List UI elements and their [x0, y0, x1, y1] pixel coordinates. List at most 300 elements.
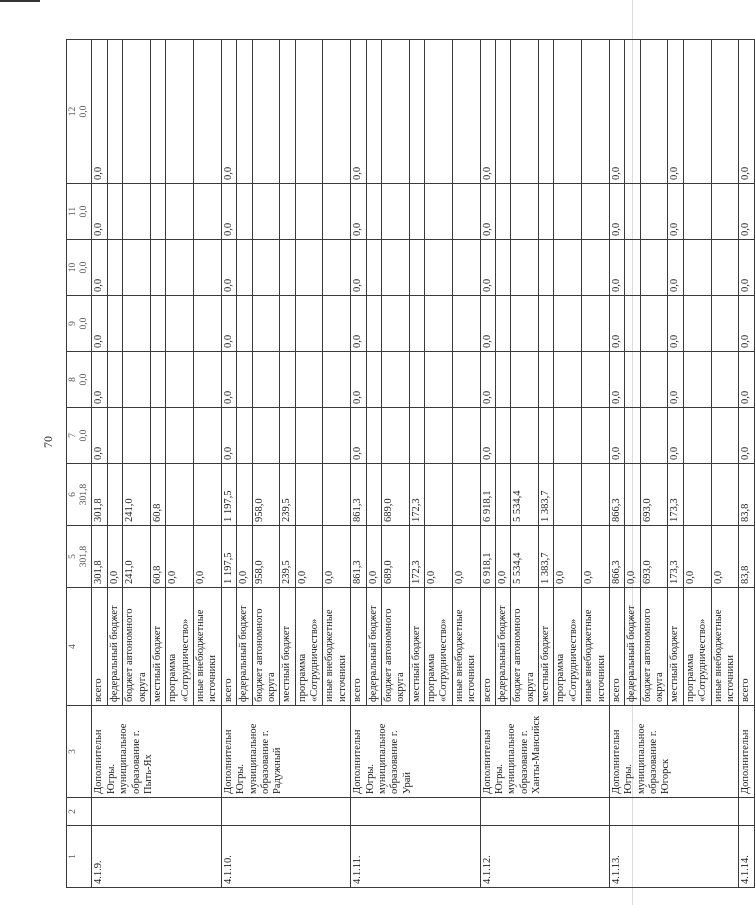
value-cell-c10	[295, 240, 323, 296]
funding-source-cell: всего	[351, 588, 366, 706]
value-cell-c6	[495, 464, 510, 526]
value-cell-c6: 693,0	[640, 464, 668, 526]
value-cell-c6: 173,3	[668, 464, 683, 526]
value-cell-c12: 0,0	[351, 40, 366, 184]
value-cell-c6: 689,0	[381, 464, 409, 526]
value-cell-c12	[295, 40, 323, 184]
value-cell-c10: 0,0	[480, 240, 495, 296]
value-cell-c11	[323, 184, 351, 240]
value-cell-c9	[323, 296, 351, 352]
value-cell-c8	[425, 352, 453, 408]
funding-source-cell: всего	[221, 588, 236, 706]
value-cell-c7: 0,0	[92, 408, 107, 464]
value-cell-c7	[107, 408, 122, 464]
value-cell-c9: 0,0	[351, 296, 366, 352]
value-cell-c10	[452, 240, 480, 296]
value-cell-c6: 60,8	[150, 464, 165, 526]
value-cell-c10	[625, 240, 640, 296]
value-cell-c6	[107, 464, 122, 526]
value-cell-c8	[409, 352, 424, 408]
funding-source-cell: местный бюджет	[150, 588, 165, 706]
value-cell-c5: 83,8	[739, 526, 754, 588]
value-cell-c8: 0,0	[480, 352, 495, 408]
value-cell-c8	[381, 352, 409, 408]
funding-source-cell: местный бюджет	[280, 588, 295, 706]
value-cell-c10	[683, 240, 711, 296]
project-name-cell: Дополнительн Югры. муниципальное образование г. Радужный	[221, 706, 350, 798]
funding-source-cell: всего	[739, 588, 754, 706]
value-cell-c7	[711, 408, 739, 464]
empty-cell	[609, 798, 738, 826]
value-cell-c9	[107, 296, 122, 352]
value-cell-c7	[194, 408, 222, 464]
value-cell-c8	[625, 352, 640, 408]
column-header-2: 2	[67, 798, 92, 826]
value-cell-c7: 0,0	[668, 408, 683, 464]
value-cell-c7	[511, 408, 539, 464]
value-cell-c12: 0,0	[480, 40, 495, 184]
funding-source-cell: федеральный бюджет	[366, 588, 381, 706]
value-cell-c7	[252, 408, 280, 464]
value-cell-c12: 0,0	[668, 40, 683, 184]
value-cell-c6	[625, 464, 640, 526]
funding-source-cell: иные внебюджетные источники	[582, 588, 610, 706]
value-cell-c12	[640, 40, 668, 184]
value-cell-c6	[323, 464, 351, 526]
value-cell-c6	[683, 464, 711, 526]
value-cell-c9	[511, 296, 539, 352]
value-cell-c11	[107, 184, 122, 240]
value-cell-c9	[495, 296, 510, 352]
value-cell-c8	[511, 352, 539, 408]
value-cell-c9: 0,0	[739, 296, 754, 352]
funding-source-cell: иные внебюджетные источники	[711, 588, 739, 706]
value-cell-c12	[280, 40, 295, 184]
table-row	[351, 40, 366, 888]
value-cell-c10	[323, 240, 351, 296]
value-cell-c7	[409, 408, 424, 464]
value-cell-c5: 0,0	[295, 526, 323, 588]
value-cell-c5: 6 918,1	[480, 526, 495, 588]
row-id-cell: 4.1.11.	[351, 826, 480, 888]
value-cell-c11: 0,0	[668, 184, 683, 240]
value-cell-c6	[295, 464, 323, 526]
value-cell-c11	[640, 184, 668, 240]
value-cell-c9	[625, 296, 640, 352]
value-cell-c12: 0,0	[609, 40, 624, 184]
row-id-cell: 4.1.13.	[609, 826, 738, 888]
funding-source-cell: федеральный бюджет	[107, 588, 122, 706]
value-cell-c6	[554, 464, 582, 526]
funding-source-cell: программа «Сотрудничество»	[166, 588, 194, 706]
column-header-8: 8 0,0	[67, 352, 92, 408]
value-cell-c6	[194, 464, 222, 526]
value-cell-c6	[582, 464, 610, 526]
value-cell-c12: 0,0	[221, 40, 236, 184]
value-cell-c9: 0,0	[480, 296, 495, 352]
value-cell-c11	[381, 184, 409, 240]
value-cell-c7	[280, 408, 295, 464]
value-cell-c5: 0,0	[582, 526, 610, 588]
value-cell-c9	[366, 296, 381, 352]
value-cell-c12	[683, 40, 711, 184]
value-cell-c7	[150, 408, 165, 464]
value-cell-c5: 0,0	[237, 526, 252, 588]
value-cell-c8: 0,0	[221, 352, 236, 408]
value-cell-c6: 6 918,1	[480, 464, 495, 526]
value-cell-c11	[366, 184, 381, 240]
value-cell-c8	[366, 352, 381, 408]
value-cell-c9	[280, 296, 295, 352]
funding-source-cell: местный бюджет	[668, 588, 683, 706]
value-cell-c12	[194, 40, 222, 184]
value-cell-c9: 0,0	[221, 296, 236, 352]
empty-cell	[221, 798, 350, 826]
column-header-6: 6 301,8	[67, 464, 92, 526]
value-cell-c10: 0,0	[92, 240, 107, 296]
column-header-1: 1	[67, 826, 92, 888]
value-cell-c7	[683, 408, 711, 464]
value-cell-c10	[511, 240, 539, 296]
value-cell-c5: 0,0	[683, 526, 711, 588]
value-cell-c10	[123, 240, 151, 296]
value-cell-c7	[539, 408, 554, 464]
value-cell-c7	[366, 408, 381, 464]
funding-source-cell: бюджет автономного округа	[252, 588, 280, 706]
value-cell-c6	[366, 464, 381, 526]
value-cell-c5: 0,0	[425, 526, 453, 588]
value-cell-c5: 0,0	[366, 526, 381, 588]
value-cell-c6	[711, 464, 739, 526]
value-cell-c7	[166, 408, 194, 464]
value-cell-c6: 5 534,4	[511, 464, 539, 526]
value-cell-c5: 60,8	[150, 526, 165, 588]
value-cell-c9	[409, 296, 424, 352]
value-cell-c11: 0,0	[739, 184, 754, 240]
value-cell-c10	[640, 240, 668, 296]
value-cell-c6: 1 197,5	[221, 464, 236, 526]
value-cell-c11	[711, 184, 739, 240]
funding-source-cell: всего	[92, 588, 107, 706]
value-cell-c8	[150, 352, 165, 408]
value-cell-c12	[554, 40, 582, 184]
value-cell-c10	[539, 240, 554, 296]
value-cell-c8: 0,0	[739, 352, 754, 408]
value-cell-c5: 0,0	[194, 526, 222, 588]
funding-source-cell: бюджет автономного округа	[511, 588, 539, 706]
value-cell-c8	[166, 352, 194, 408]
value-cell-c11	[511, 184, 539, 240]
funding-source-cell: иные внебюджетные источники	[323, 588, 351, 706]
value-cell-c9: 0,0	[668, 296, 683, 352]
value-cell-c5: 0,0	[554, 526, 582, 588]
empty-cell	[739, 798, 754, 826]
funding-source-cell: всего	[480, 588, 495, 706]
project-name-cell: Дополнительн Югры. муниципальное образование г. Урай	[351, 706, 480, 798]
value-cell-c12	[711, 40, 739, 184]
value-cell-c11	[166, 184, 194, 240]
value-cell-c12	[625, 40, 640, 184]
value-cell-c9: 0,0	[92, 296, 107, 352]
funding-source-cell: программа «Сотрудничество»	[683, 588, 711, 706]
value-cell-c9	[425, 296, 453, 352]
empty-cell	[480, 798, 609, 826]
value-cell-c8	[554, 352, 582, 408]
value-cell-c9	[683, 296, 711, 352]
value-cell-c9	[150, 296, 165, 352]
value-cell-c11	[539, 184, 554, 240]
value-cell-c9	[452, 296, 480, 352]
value-cell-c7: 0,0	[609, 408, 624, 464]
value-cell-c9	[295, 296, 323, 352]
value-cell-c6: 866,3	[609, 464, 624, 526]
value-cell-c5: 0,0	[323, 526, 351, 588]
value-cell-c8	[683, 352, 711, 408]
value-cell-c10: 0,0	[739, 240, 754, 296]
column-header-12: 12 0,0	[67, 40, 92, 184]
column-header-7: 7 0,0	[67, 408, 92, 464]
value-cell-c8: 0,0	[609, 352, 624, 408]
value-cell-c8	[123, 352, 151, 408]
value-cell-c5: 0,0	[495, 526, 510, 588]
value-cell-c12	[495, 40, 510, 184]
value-cell-c11	[409, 184, 424, 240]
row-id-cell: 4.1.14.	[739, 826, 754, 888]
value-cell-c6: 301,8	[92, 464, 107, 526]
rotated-table-container	[66, 40, 752, 888]
value-cell-c7	[323, 408, 351, 464]
column-header-4: 4	[67, 588, 92, 706]
value-cell-c9	[237, 296, 252, 352]
funding-source-cell: бюджет автономного округа	[640, 588, 668, 706]
value-cell-c10: 0,0	[351, 240, 366, 296]
value-cell-c7	[381, 408, 409, 464]
value-cell-c9	[194, 296, 222, 352]
value-cell-c12: 0,0	[92, 40, 107, 184]
value-cell-c7: 0,0	[739, 408, 754, 464]
column-header-5: 5 301,8	[67, 526, 92, 588]
funding-source-cell: местный бюджет	[409, 588, 424, 706]
table-row	[480, 40, 495, 888]
value-cell-c11	[123, 184, 151, 240]
value-cell-c10	[366, 240, 381, 296]
column-header-11: 11 0,0	[67, 184, 92, 240]
value-cell-c9	[711, 296, 739, 352]
value-cell-c11	[554, 184, 582, 240]
funding-source-cell: программа «Сотрудничество»	[554, 588, 582, 706]
value-cell-c8	[237, 352, 252, 408]
value-cell-c8	[323, 352, 351, 408]
value-cell-c9	[123, 296, 151, 352]
value-cell-c6: 958,0	[252, 464, 280, 526]
value-cell-c12	[511, 40, 539, 184]
value-cell-c10	[711, 240, 739, 296]
funding-source-cell: федеральный бюджет	[237, 588, 252, 706]
value-cell-c9: 0,0	[609, 296, 624, 352]
value-cell-c12	[237, 40, 252, 184]
table-row	[739, 40, 754, 888]
value-cell-c11	[252, 184, 280, 240]
empty-cell	[92, 798, 221, 826]
table-body	[67, 40, 755, 888]
value-cell-c5: 5 534,4	[511, 526, 539, 588]
value-cell-c10	[252, 240, 280, 296]
value-cell-c12	[166, 40, 194, 184]
value-cell-c7	[123, 408, 151, 464]
page-corner-mark	[0, 0, 40, 2]
value-cell-c11	[280, 184, 295, 240]
value-cell-c5: 958,0	[252, 526, 280, 588]
empty-cell	[351, 798, 480, 826]
value-cell-c11	[683, 184, 711, 240]
value-cell-c8	[280, 352, 295, 408]
value-cell-c11	[194, 184, 222, 240]
value-cell-c7: 0,0	[480, 408, 495, 464]
funding-source-cell: бюджет автономного округа	[381, 588, 409, 706]
value-cell-c5: 301,8	[92, 526, 107, 588]
value-cell-c12	[381, 40, 409, 184]
value-cell-c12	[323, 40, 351, 184]
value-cell-c8	[582, 352, 610, 408]
value-cell-c11: 0,0	[351, 184, 366, 240]
value-cell-c5: 0,0	[452, 526, 480, 588]
value-cell-c11: 0,0	[609, 184, 624, 240]
table-row	[92, 40, 107, 888]
value-cell-c5: 1 383,7	[539, 526, 554, 588]
value-cell-c8	[295, 352, 323, 408]
value-cell-c11	[452, 184, 480, 240]
value-cell-c10: 0,0	[221, 240, 236, 296]
value-cell-c11	[495, 184, 510, 240]
project-name-cell: Дополнительн Югры. муниципальное образование г. Югорск	[609, 706, 738, 798]
value-cell-c12	[409, 40, 424, 184]
value-cell-c5: 239,5	[280, 526, 295, 588]
value-cell-c7	[582, 408, 610, 464]
value-cell-c11: 0,0	[221, 184, 236, 240]
value-cell-c10	[150, 240, 165, 296]
project-name-cell: Дополнительн	[739, 706, 754, 798]
value-cell-c10	[554, 240, 582, 296]
value-cell-c6: 172,3	[409, 464, 424, 526]
value-cell-c12	[366, 40, 381, 184]
funding-source-cell: бюджет автономного округа	[123, 588, 151, 706]
value-cell-c7	[452, 408, 480, 464]
value-cell-c12	[539, 40, 554, 184]
value-cell-c10	[582, 240, 610, 296]
table-row	[221, 40, 236, 888]
project-name-cell: Дополнительн Югры. муниципальное образование г. Ханты-Мансийск	[480, 706, 609, 798]
value-cell-c10	[237, 240, 252, 296]
value-cell-c12	[150, 40, 165, 184]
value-cell-c6	[166, 464, 194, 526]
value-cell-c7	[495, 408, 510, 464]
value-cell-c8	[539, 352, 554, 408]
value-cell-c7: 0,0	[221, 408, 236, 464]
value-cell-c5: 861,3	[351, 526, 366, 588]
funding-source-cell: всего	[609, 588, 624, 706]
value-cell-c10: 0,0	[668, 240, 683, 296]
value-cell-c6	[452, 464, 480, 526]
funding-source-cell: программа «Сотрудничество»	[295, 588, 323, 706]
value-cell-c8	[107, 352, 122, 408]
funding-source-cell: федеральный бюджет	[625, 588, 640, 706]
value-cell-c8: 0,0	[92, 352, 107, 408]
value-cell-c12	[452, 40, 480, 184]
value-cell-c6: 861,3	[351, 464, 366, 526]
value-cell-c10: 0,0	[609, 240, 624, 296]
value-cell-c9	[539, 296, 554, 352]
value-cell-c8	[495, 352, 510, 408]
value-cell-c10	[495, 240, 510, 296]
value-cell-c11	[150, 184, 165, 240]
value-cell-c12: 0,0	[739, 40, 754, 184]
value-cell-c10	[425, 240, 453, 296]
row-id-cell: 4.1.10.	[221, 826, 350, 888]
funding-source-cell: иные внебюджетные источники	[452, 588, 480, 706]
value-cell-c10	[409, 240, 424, 296]
value-cell-c5: 173,3	[668, 526, 683, 588]
value-cell-c7: 0,0	[351, 408, 366, 464]
funding-source-cell: программа «Сотрудничество»	[425, 588, 453, 706]
value-cell-c7	[237, 408, 252, 464]
value-cell-c5: 1 197,5	[221, 526, 236, 588]
value-cell-c5: 0,0	[107, 526, 122, 588]
value-cell-c11	[625, 184, 640, 240]
value-cell-c8: 0,0	[351, 352, 366, 408]
value-cell-c8	[452, 352, 480, 408]
value-cell-c12	[107, 40, 122, 184]
value-cell-c11	[582, 184, 610, 240]
value-cell-c10	[194, 240, 222, 296]
value-cell-c7	[625, 408, 640, 464]
value-cell-c7	[425, 408, 453, 464]
value-cell-c6: 83,8	[739, 464, 754, 526]
value-cell-c11: 0,0	[480, 184, 495, 240]
row-id-cell: 4.1.9.	[92, 826, 221, 888]
page-number: 70	[41, 436, 55, 448]
value-cell-c6: 239,5	[280, 464, 295, 526]
column-header-3: 3	[67, 706, 92, 798]
value-cell-c12	[252, 40, 280, 184]
row-id-cell: 4.1.12.	[480, 826, 609, 888]
funding-source-cell: иные внебюджетные источники	[194, 588, 222, 706]
value-cell-c8	[640, 352, 668, 408]
value-cell-c9	[252, 296, 280, 352]
value-cell-c8	[252, 352, 280, 408]
project-name-cell: Дополнительн Югры. муниципальное образование г. Пыть-Ях	[92, 706, 221, 798]
value-cell-c5: 693,0	[640, 526, 668, 588]
value-cell-c6: 241,0	[123, 464, 151, 526]
value-cell-c5: 0,0	[625, 526, 640, 588]
value-cell-c9	[554, 296, 582, 352]
value-cell-c10	[381, 240, 409, 296]
value-cell-c9	[640, 296, 668, 352]
value-cell-c7	[554, 408, 582, 464]
value-cell-c8	[194, 352, 222, 408]
value-cell-c9	[381, 296, 409, 352]
funding-source-cell: местный бюджет	[539, 588, 554, 706]
value-cell-c12	[123, 40, 151, 184]
value-cell-c11	[295, 184, 323, 240]
column-header-9: 9 0,0	[67, 296, 92, 352]
value-cell-c6: 1 383,7	[539, 464, 554, 526]
value-cell-c7	[640, 408, 668, 464]
value-cell-c12	[582, 40, 610, 184]
value-cell-c6	[425, 464, 453, 526]
value-cell-c11: 0,0	[92, 184, 107, 240]
column-number-row	[67, 40, 92, 888]
value-cell-c5: 0,0	[166, 526, 194, 588]
